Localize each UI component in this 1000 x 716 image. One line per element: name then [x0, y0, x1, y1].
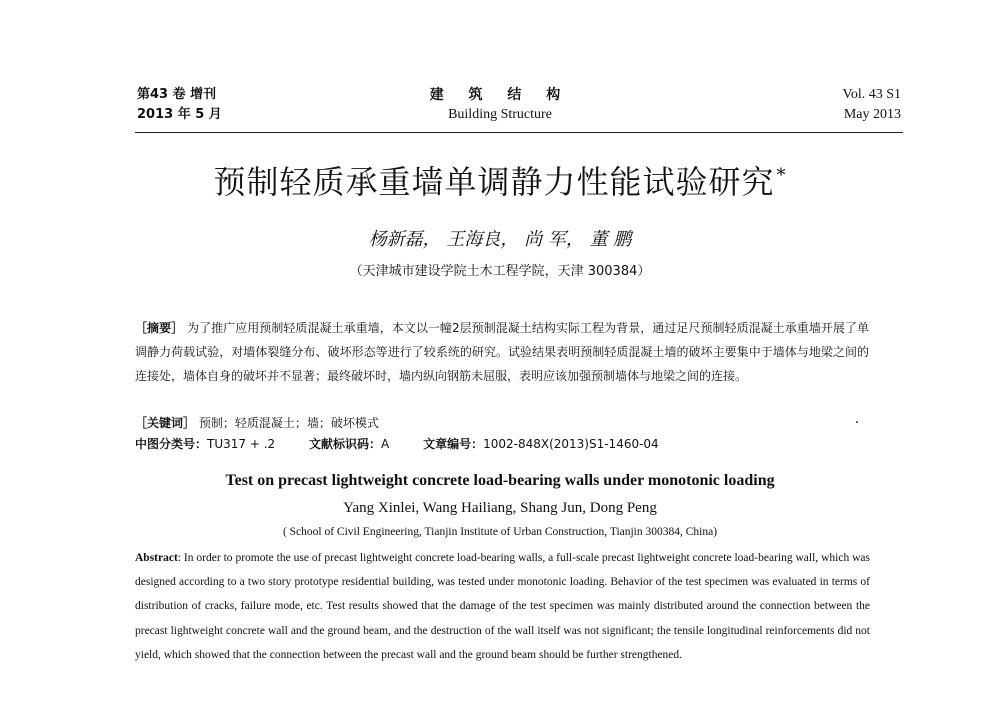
classification-line — [135, 433, 869, 455]
keywords-cn — [135, 412, 869, 434]
journal-issue-right — [843, 85, 901, 125]
volume-issue-en: Vol. 43 S1 — [842, 87, 901, 102]
abstract-en-text: : In order to promote the use of precast lightweight concrete load-bearing walls, a full-scale precast lightweight concrete load-bearing wall, which was designed according to a two story prototype residential building, was tested under monotonic loading. Behavior of the test specimen was evaluated in terms of distribution of cracks, failure mode, etc. Test results showed that the damage of the test specimen was mainly distributed around the connection between the precast lightweight concrete wall and the ground beam, and the destruction of the wall itself was not significant; the tensile longitudinal reinforcements did not yield, which showed that the connection between the precast wall and the ground beam should be further strengthened. — [135, 552, 870, 661]
article-number — [423, 437, 659, 451]
header-rule — [135, 132, 903, 133]
authors-cn: 杨新磊， 王海良， 尚 军， 董 鹏 — [368, 229, 632, 250]
abstract-cn-label: ［摘要］ — [135, 321, 184, 335]
abstract-en-label: Abstract — [135, 552, 178, 564]
abstract-cn-text: 为了推广应用预制轻质混凝土承重墙，本文以一幢2层预制混凝土结构实际工程为背景，通过足尺预制轻质混凝土承重墙开展了单调静力荷载试验，对墙体裂缝分布、破坏形态等进行了较系统的研究。试验结果表明预制轻质混凝土墙的破坏主要集中于墙体与地梁之间的连接处，墙体自身的破坏并不显著；最终破坏时，墙内纵向钢筋未屈服，表明应该加强预制墙体与地梁之间的连接。 — [135, 321, 869, 383]
title-footnote-mark: * — [776, 165, 787, 186]
date-cn: 2013 年 5 月 — [137, 107, 222, 122]
affiliation-en: ( School of Civil Engineering, Tianjin Institute of Urban Construction, Tianjin 300384, China) — [282, 526, 718, 538]
clc-label: 中图分类号： — [135, 437, 208, 451]
stray-dot — [856, 421, 858, 423]
keywords-cn-text: 预制；轻质混凝土；墙；破坏模式 — [198, 416, 379, 430]
abstract-cn — [135, 316, 869, 388]
document-code — [309, 437, 389, 451]
abstract-en — [135, 546, 870, 667]
paper-title-text: 预制轻质承重墙单调静力性能试验研究 — [213, 163, 775, 201]
keywords-cn-label: ［关键词］ — [135, 416, 196, 430]
clc-value: TU317 + .2 — [207, 437, 276, 451]
authors-en: Yang Xinlei, Wang Hailiang, Shang Jun, Dong Peng — [343, 500, 657, 516]
affiliation-cn: （天津城市建设学院土木工程学院，天津 300384） — [349, 264, 651, 279]
doc-label: 文献标识码： — [309, 437, 382, 451]
paper-title — [0, 162, 1000, 202]
paper-title-en: Test on precast lightweight concrete load-bearing walls under monotonic loading — [225, 472, 775, 489]
date-en: May 2013 — [843, 107, 901, 122]
journal-name-cn: 建 筑 结 构 — [429, 87, 571, 103]
clc-code — [135, 437, 275, 451]
doc-value: A — [381, 437, 390, 451]
journal-name-en: Building Structure — [448, 107, 552, 122]
article-value: 1002-848X(2013)S1-1460-04 — [483, 437, 659, 451]
volume-issue-cn: 第43 卷 增刊 — [137, 87, 217, 102]
article-label: 文章编号： — [423, 437, 484, 451]
